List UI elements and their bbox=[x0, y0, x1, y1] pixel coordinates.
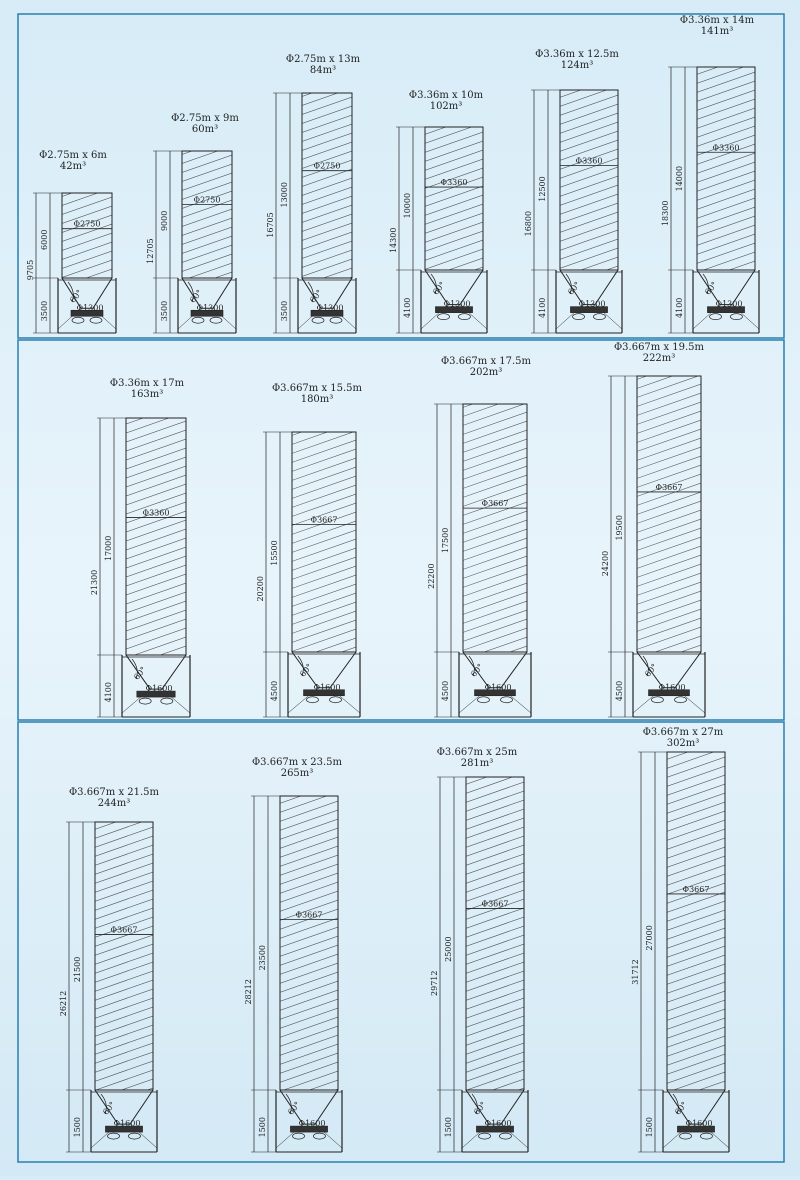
dim-cyl-height: 14000 bbox=[675, 165, 684, 192]
dim-total-height: 28212 bbox=[244, 979, 253, 1005]
silo-1-6 bbox=[661, 9, 759, 344]
valve bbox=[108, 1133, 120, 1139]
valve bbox=[479, 1133, 491, 1139]
cone-angle-label: 60° bbox=[643, 662, 660, 679]
outlet-label: Φ1600 bbox=[658, 682, 686, 692]
outlet-label: Φ1600 bbox=[113, 1119, 141, 1129]
valve bbox=[90, 317, 102, 323]
cone-angle-label: 60° bbox=[431, 280, 448, 297]
valve bbox=[700, 1133, 712, 1139]
cone-angle-label: 60° bbox=[472, 1100, 489, 1117]
cone-angle-label: 60° bbox=[286, 1100, 303, 1117]
dim-cone-height: 4100 bbox=[675, 297, 684, 318]
silo-volume-label: 281m³ bbox=[460, 758, 494, 769]
silo-volume-label: 265m³ bbox=[280, 768, 314, 779]
silo-body bbox=[466, 777, 524, 1090]
dim-total-height: 14300 bbox=[389, 227, 398, 254]
cone-angle-label: 60° bbox=[469, 662, 486, 679]
diameter-label: Φ3667 bbox=[310, 515, 338, 525]
silo-1-2 bbox=[146, 101, 239, 344]
valve bbox=[680, 1133, 692, 1139]
dim-total-height: 9705 bbox=[26, 259, 35, 281]
valve bbox=[312, 317, 324, 323]
valve bbox=[161, 698, 173, 704]
valve bbox=[128, 1133, 140, 1139]
dim-cone-height: 1500 bbox=[645, 1117, 654, 1138]
diameter-label: Φ3360 bbox=[440, 178, 468, 188]
dim-cyl-height: 21500 bbox=[73, 956, 82, 983]
silo-2-3 bbox=[427, 340, 532, 731]
dim-cyl-height: 9000 bbox=[160, 210, 169, 232]
dim-total-height: 18300 bbox=[661, 200, 670, 227]
silo-2-1 bbox=[90, 358, 190, 730]
silo-2-2 bbox=[256, 368, 363, 732]
dim-total-height: 16800 bbox=[524, 210, 533, 237]
cone-angle-label: 60° bbox=[566, 280, 583, 297]
silo-volume-label: 42m³ bbox=[59, 161, 87, 172]
silo-1-4 bbox=[389, 69, 487, 341]
valve bbox=[710, 314, 722, 320]
silo-volume-label: 124m³ bbox=[560, 60, 594, 71]
dim-total-height: 20200 bbox=[256, 576, 265, 602]
silo-body bbox=[292, 432, 356, 652]
silo-hatching bbox=[466, 719, 524, 1162]
valve bbox=[313, 1133, 325, 1139]
outlet-label: Φ1600 bbox=[484, 682, 512, 692]
silo-size-label: Φ3.667m x 19.5m bbox=[613, 342, 705, 353]
dim-cone-height: 4100 bbox=[403, 297, 412, 318]
silo-hatching bbox=[292, 368, 356, 732]
diameter-label: Φ3360 bbox=[712, 143, 740, 153]
cone-angle-label: 60° bbox=[673, 1100, 690, 1117]
outlet-label: Φ1300 bbox=[76, 303, 104, 313]
silo-body bbox=[126, 418, 186, 655]
dim-cyl-height: 17500 bbox=[441, 527, 450, 554]
silo-3-2 bbox=[244, 738, 343, 1163]
dim-total-height: 12705 bbox=[146, 238, 155, 264]
cone-angle-label: 60° bbox=[703, 280, 720, 297]
dim-cone-height: 3500 bbox=[40, 300, 49, 322]
outlet-label: Φ1300 bbox=[578, 299, 606, 309]
valve bbox=[306, 697, 318, 703]
diameter-label: Φ3667 bbox=[682, 884, 710, 894]
valve bbox=[730, 314, 742, 320]
silo-size-label: Φ2.75m x 13m bbox=[285, 54, 361, 65]
silo-volume-label: 163m³ bbox=[130, 389, 164, 400]
dim-cyl-height: 15500 bbox=[270, 540, 279, 566]
dim-cyl-height: 17000 bbox=[104, 535, 113, 562]
outlet-label: Φ1600 bbox=[298, 1119, 326, 1129]
dim-cone-height: 3500 bbox=[280, 300, 289, 322]
cone-angle-label: 60° bbox=[68, 288, 85, 305]
valve bbox=[330, 697, 342, 703]
diameter-label: Φ2750 bbox=[73, 219, 101, 229]
dim-cyl-height: 13000 bbox=[280, 182, 289, 208]
silo-volume-label: 180m³ bbox=[300, 394, 334, 405]
dim-cone-height: 1500 bbox=[444, 1117, 453, 1138]
dim-cyl-height: 23500 bbox=[258, 944, 267, 971]
silo-volume-label: 84m³ bbox=[309, 65, 337, 76]
cone-angle-label: 60° bbox=[132, 665, 149, 682]
silo-3-1 bbox=[59, 764, 160, 1162]
outlet-label: Φ1600 bbox=[484, 1119, 512, 1129]
valve bbox=[593, 314, 605, 320]
silo-size-label: Φ3.667m x 17.5m bbox=[440, 356, 532, 367]
valve bbox=[501, 697, 513, 703]
dim-total-height: 31712 bbox=[631, 959, 640, 985]
silo-volume-label: 202m³ bbox=[469, 367, 503, 378]
outlet-label: Φ1600 bbox=[685, 1119, 713, 1129]
silo-volume-label: 60m³ bbox=[191, 124, 219, 135]
dim-total-height: 26212 bbox=[59, 990, 68, 1017]
silo-3-4 bbox=[631, 694, 729, 1164]
valve bbox=[573, 314, 585, 320]
outlet-label: Φ1600 bbox=[313, 682, 341, 692]
dim-total-height: 16705 bbox=[266, 212, 275, 238]
silo-body bbox=[697, 67, 755, 270]
diameter-label: Φ3667 bbox=[110, 925, 138, 935]
valve bbox=[477, 697, 489, 703]
dim-cyl-height: 12500 bbox=[538, 176, 547, 202]
silo-volume-label: 141m³ bbox=[700, 26, 734, 37]
valve bbox=[72, 317, 84, 323]
outlet-label: Φ1600 bbox=[145, 684, 173, 694]
valve bbox=[293, 1133, 305, 1139]
cone-angle-label: 60° bbox=[298, 662, 315, 679]
dim-cone-height: 1500 bbox=[73, 1117, 82, 1138]
dim-total-height: 29712 bbox=[430, 970, 439, 996]
outlet-label: Φ1300 bbox=[443, 299, 471, 309]
outlet-label: Φ1300 bbox=[196, 303, 224, 313]
silo-size-label: Φ3.667m x 15.5m bbox=[271, 383, 363, 394]
silo-hatching bbox=[667, 694, 725, 1164]
silo-hatching bbox=[280, 738, 338, 1163]
silo-size-label: Φ3.667m x 23.5m bbox=[251, 757, 343, 768]
valve bbox=[210, 317, 222, 323]
silo-size-label: Φ3.667m x 21.5m bbox=[68, 787, 160, 798]
silo-body bbox=[560, 90, 618, 270]
dim-cone-height: 4500 bbox=[270, 680, 279, 702]
cone-angle-label: 60° bbox=[101, 1100, 118, 1117]
dim-total-height: 21300 bbox=[90, 569, 99, 596]
diameter-label: Φ3667 bbox=[481, 899, 509, 909]
diameter-label: Φ2750 bbox=[193, 195, 221, 205]
dim-cyl-height: 25000 bbox=[444, 936, 453, 962]
valve bbox=[499, 1133, 511, 1139]
silo-volume-label: 222m³ bbox=[642, 353, 676, 364]
valve bbox=[192, 317, 204, 323]
cone-angle-label: 60° bbox=[308, 288, 325, 305]
silo-size-label: Φ3.667m x 27m bbox=[642, 727, 724, 738]
diameter-label: Φ2750 bbox=[313, 161, 341, 171]
silo-size-label: Φ3.36m x 17m bbox=[109, 378, 185, 389]
dim-total-height: 22200 bbox=[427, 563, 436, 589]
dim-cone-height: 1500 bbox=[258, 1117, 267, 1138]
dim-cyl-height: 19500 bbox=[615, 515, 624, 541]
dim-cyl-height: 27000 bbox=[645, 925, 654, 951]
dim-cone-height: 4100 bbox=[538, 297, 547, 318]
silo-volume-label: 302m³ bbox=[666, 738, 700, 749]
valve bbox=[438, 314, 450, 320]
diameter-label: Φ3360 bbox=[575, 156, 603, 166]
silo-body bbox=[637, 376, 701, 652]
silo-size-label: Φ3.36m x 10m bbox=[408, 90, 484, 101]
dim-cyl-height: 10000 bbox=[403, 192, 412, 219]
silo-hatching bbox=[302, 43, 352, 340]
diameter-label: Φ3667 bbox=[481, 499, 509, 509]
outlet-label: Φ1300 bbox=[715, 299, 743, 309]
valve bbox=[675, 697, 687, 703]
silo-size-label: Φ3.667m x 25m bbox=[436, 747, 518, 758]
silo-2-4 bbox=[601, 312, 705, 730]
diameter-label: Φ3667 bbox=[655, 482, 683, 492]
silo-1-3 bbox=[266, 43, 361, 340]
dim-cyl-height: 6000 bbox=[40, 229, 49, 250]
silo-volume-label: 244m³ bbox=[97, 798, 131, 809]
silo-1-5 bbox=[524, 32, 622, 340]
valve bbox=[651, 697, 663, 703]
dim-cone-height: 3500 bbox=[160, 300, 169, 322]
diameter-label: Φ3360 bbox=[142, 508, 170, 518]
valve bbox=[458, 314, 470, 320]
panel-frame-1 bbox=[18, 14, 784, 338]
outlet-label: Φ1300 bbox=[316, 303, 344, 313]
silo-size-label: Φ3.36m x 14m bbox=[679, 15, 755, 26]
valve bbox=[139, 698, 151, 704]
dim-cone-height: 4500 bbox=[615, 680, 624, 702]
dim-cone-height: 4100 bbox=[104, 682, 113, 703]
silo-volume-label: 102m³ bbox=[429, 101, 463, 112]
dim-cone-height: 4500 bbox=[441, 680, 450, 702]
dim-total-height: 24200 bbox=[601, 550, 610, 577]
silo-size-label: Φ3.36m x 12.5m bbox=[535, 49, 619, 60]
cone-angle-label: 60° bbox=[188, 288, 205, 305]
diameter-label: Φ3667 bbox=[295, 910, 323, 920]
silo-size-label: Φ2.75m x 9m bbox=[171, 113, 239, 124]
valve bbox=[330, 317, 342, 323]
silo-3-3 bbox=[430, 719, 528, 1162]
silo-1-1 bbox=[26, 143, 116, 341]
silo-size-label: Φ2.75m x 6m bbox=[39, 150, 107, 161]
